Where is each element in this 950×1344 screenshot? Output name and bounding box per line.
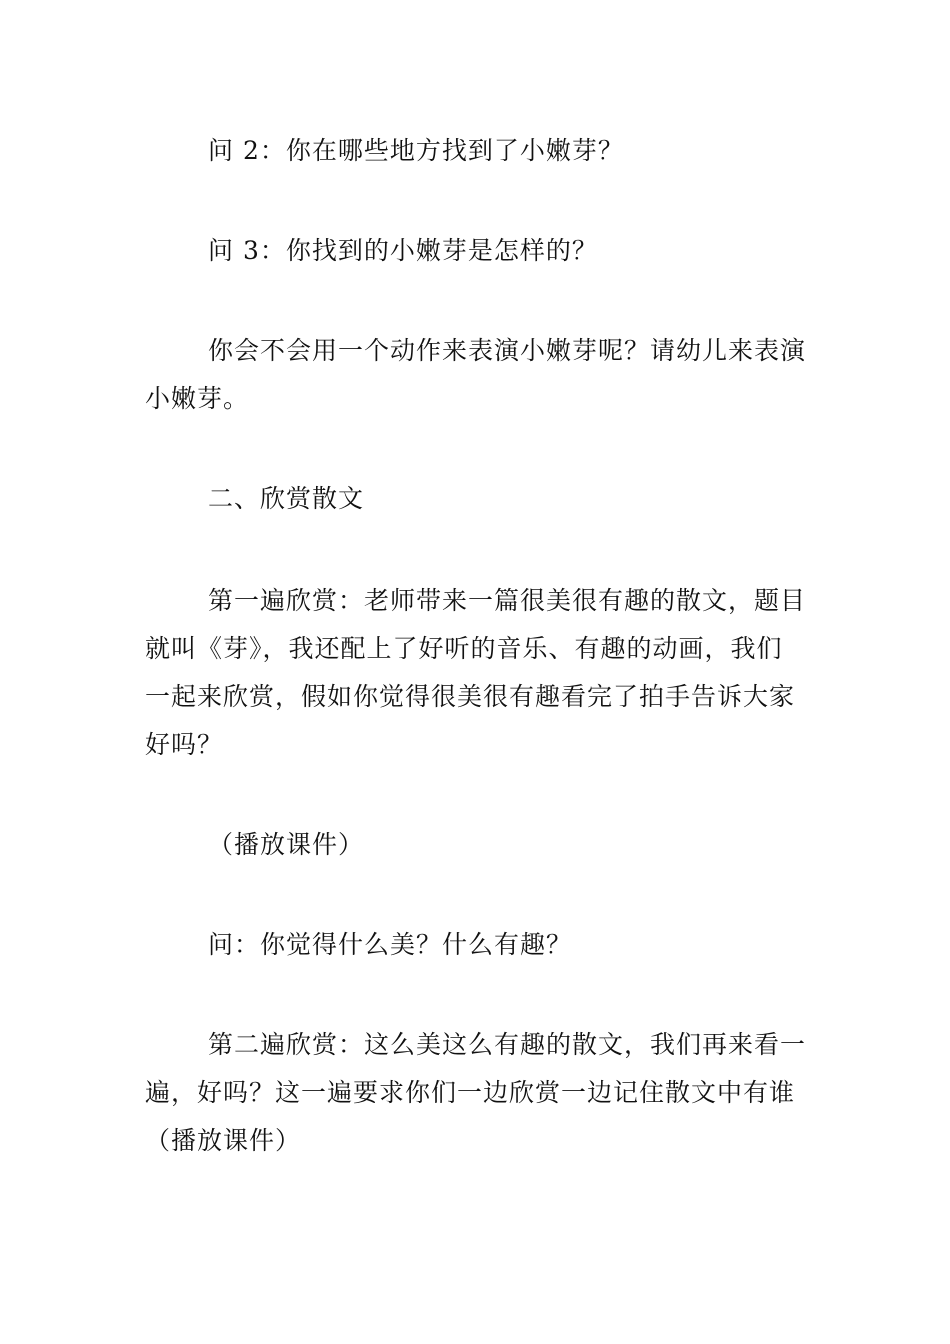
first-appreciation-paragraph [145, 577, 810, 769]
text-line: 遍，好吗？这一遍要求你们一边欣赏一边记住散文中有谁 [145, 1078, 796, 1107]
text-line: （播放课件） [208, 830, 365, 859]
text-line: 第二遍欣赏：这么美这么有趣的散文，我们再来看一 [208, 1030, 807, 1059]
text-line: 问 3：你找到的小嫩芽是怎样的？ [208, 236, 598, 265]
question-paragraph [145, 921, 810, 969]
second-appreciation-paragraph [145, 1021, 810, 1165]
text-line: 问：你觉得什么美？什么有趣？ [208, 930, 573, 959]
text-line: 一起来欣赏，假如你觉得很美很有趣看完了拍手告诉大家 [145, 682, 796, 711]
text-line: 二、欣赏散文 [208, 484, 365, 513]
perform-sprout-paragraph [145, 327, 810, 423]
text-line: 就叫《芽》，我还配上了好听的音乐、有趣的动画，我们 [145, 634, 783, 663]
section-heading [145, 475, 810, 523]
question-3-paragraph [145, 227, 810, 275]
question-2-paragraph [145, 127, 810, 175]
play-courseware-note [145, 821, 810, 869]
text-line: 第一遍欣赏：老师带来一篇很美很有趣的散文，题目 [208, 586, 807, 615]
text-line: 问 2：你在哪些地方找到了小嫩芽？ [208, 136, 624, 165]
text-line: （播放课件） [145, 1126, 302, 1155]
text-line: 好吗？ [145, 730, 224, 759]
text-line: 你会不会用一个动作来表演小嫩芽呢？请幼儿来表演 [208, 336, 807, 365]
text-line: 小嫩芽。 [145, 384, 250, 413]
